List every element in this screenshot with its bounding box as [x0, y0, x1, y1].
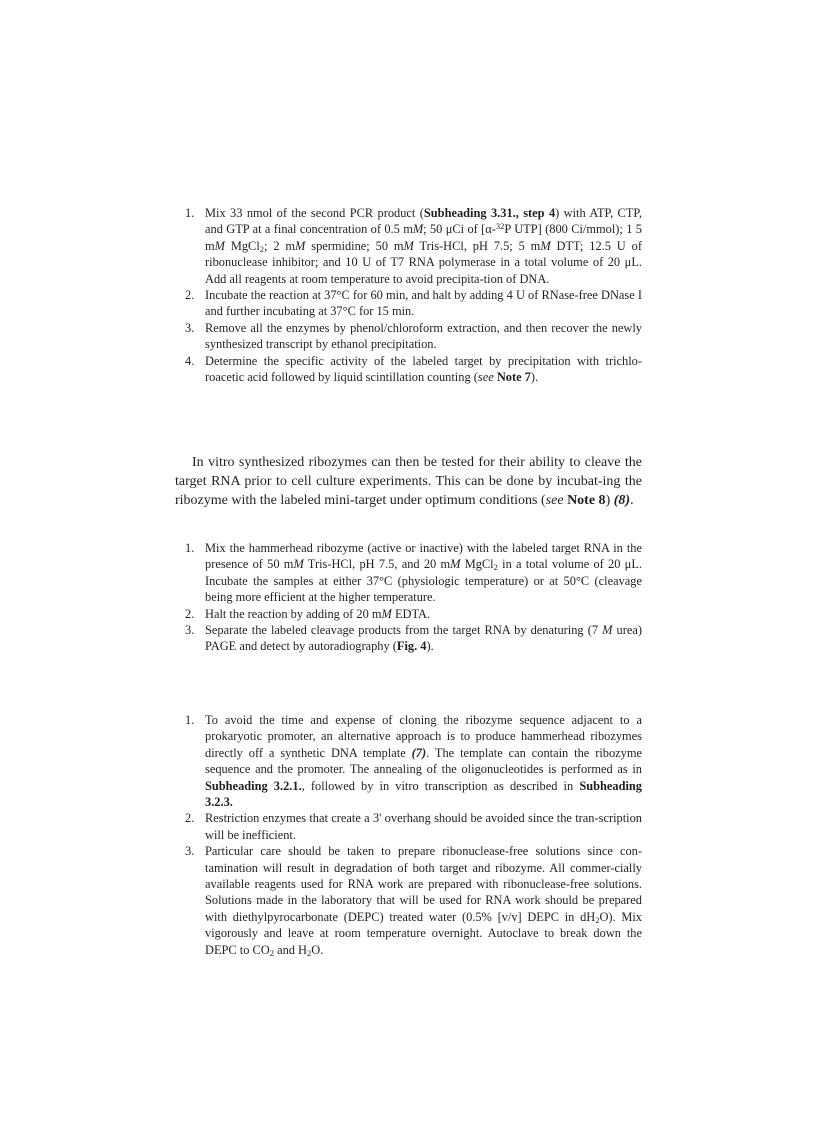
list-item: 3. Remove all the enzymes by phenol/chloroform extraction, and then recover the newly synthesized transcript by ethanol precipitation. [185, 320, 642, 352]
item-number: 4. [185, 353, 195, 368]
cleavage-intro-section [175, 453, 642, 510]
list-item: 2. Incubate the reaction at 37°C for 60 min, and halt by adding 4 U of RNase-free DNase I and further incubating at 37°C for 15 min. [185, 288, 642, 319]
intro-paragraph: In vitro synthesized ribozymes can then be tested for their ability to cleave the target RNA prior to cell culture experiments. This can be done by incubat-ing the ribozyme with the labeled mini-target under optimum conditions (see Note 8) (8). [175, 455, 642, 508]
item-number: 3. [185, 844, 195, 859]
notes-list [175, 712, 642, 958]
cleavage-steps-section [175, 540, 642, 655]
list-item: 4. Determine the specific activity of the labeled target by precipitation with trichlo-roacetic acid followed by liquid scintillation counting (see Note 7). [185, 353, 642, 385]
note-reference: Note 7 [496, 370, 531, 385]
figure-reference: Fig. 4 [396, 639, 427, 654]
note-reference: Note 8 [567, 493, 606, 508]
cleavage-steps [175, 540, 642, 655]
list-item: 2. Restriction enzymes that create a 3' overhang should be avoided since the tran-scription will be inefficient. [185, 811, 642, 842]
list-item: 1. Mix 33 nmol of the second PCR product (Subheading 3.31., step 4) with ATP, CTP, and GTP at a final concentration of 0.5 mM; 50 μCi of [α-$^{32}$P UTP] (800 Ci/mmol); 1 5 mM MgCl$_2$; 2 mM spermidine; 50 mM Tris-HCl, pH 7.5; 5 mM DTT; 12.5 U of ribonuclease inhibitor; and 10 U of T7 RNA polymerase in a total volume of 20 μL. Add all reagents at room temperature to avoid precipita-tion of DNA. [185, 206, 642, 286]
item-number: 3. [185, 623, 195, 638]
item-number: 2. [185, 288, 195, 303]
transcription-steps-section [175, 205, 642, 385]
item-number: 1. [185, 713, 195, 727]
notes-section [175, 712, 642, 958]
cross-reference: Subheading 3.2.3. [205, 778, 642, 810]
cross-reference: Subheading 3.2.1. [205, 778, 302, 793]
list-item: 3. Separate the labeled cleavage products from the target RNA by denaturing (7 M urea) PAGE and detect by autoradiography (Fig. 4). [185, 623, 642, 654]
item-number: 3. [185, 320, 195, 335]
item-number: 1. [185, 206, 195, 220]
citation: (8) [613, 493, 631, 508]
cross-reference: Subheading 3.31., step 4 [423, 206, 556, 220]
item-number: 2. [185, 811, 195, 826]
list-item: 1. Mix the hammerhead ribozyme (active or inactive) with the labeled target RNA in the presence of 50 mM Tris-HCl, pH 7.5, and 20 mM MgCl$_2$ in a total volume of 20 μL. Incubate the samples at either 37°C (physiologic temperature) or at 50°C (cleavage being more efficient at the higher temperature. [185, 541, 642, 605]
list-item: 1. To avoid the time and expense of cloning the ribozyme sequence adjacent to a prokaryotic promoter, an alternative approach is to produce hammerhead ribozymes directly off a synthetic DNA template (7). The template can contain the ribozyme sequence and the promoter. The annealing of the oligonucleotides is performed as in Subheading 3.2.1., followed by in vitro transcription as described in Subheading 3.2.3. [185, 713, 642, 810]
citation: (7) [411, 745, 427, 760]
list-item: 3. Particular care should be taken to prepare ribonuclease-free solutions since con-tamination will result in degradation of both target and ribozyme. All commer-cially available reagents used for RNA work are prepared with ribonuclease-free solutions. Solutions made in the laboratory that will be used for RNA work should be prepared with diethylpyrocarbonate (DEPC) treated water (0.5% [v/v] DEPC in $dH_2O$). Mix vigorously and leave at room temperature overnight. Autoclave to break down the DEPC to $CO_2$ and $H_2O$. [185, 844, 642, 958]
list-item: 2. Halt the reaction by adding of 20 mM EDTA. [185, 606, 431, 621]
transcription-steps [175, 205, 642, 385]
item-number: 2. [185, 606, 195, 621]
item-number: 1. [185, 541, 195, 555]
